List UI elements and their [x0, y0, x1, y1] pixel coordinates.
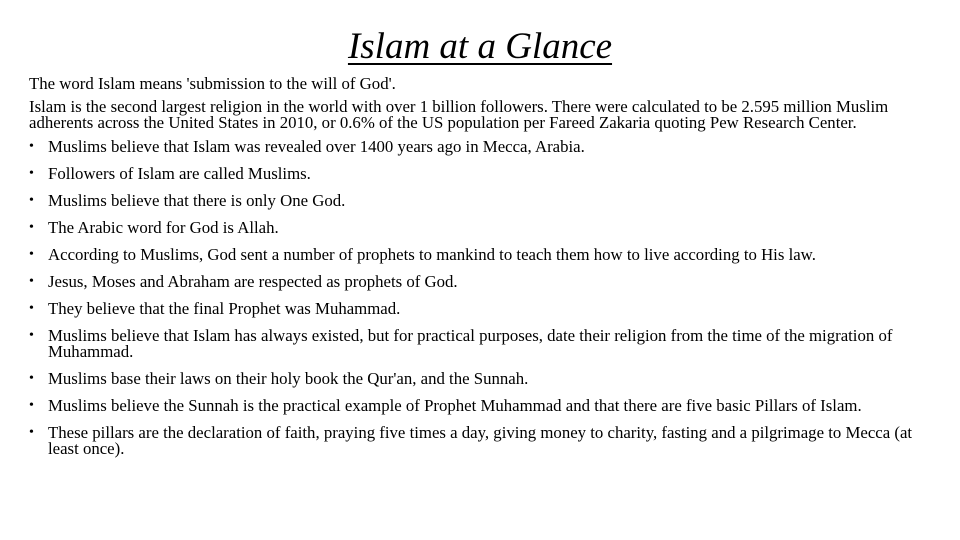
bullet-text: Followers of Islam are called Muslims. — [48, 164, 311, 183]
bullet-text: Muslims base their laws on their holy book the Qur'an, and the Sunnah. — [48, 369, 529, 388]
intro-paragraph-2: Islam is the second largest religion in the world with over 1 billion followers. There were calculated to be 2.595 million Muslim adherents across the United States in 2010, or 0.6% of the US population per Fareed Zakaria quoting Pew Research Center. — [29, 97, 889, 132]
bullet-item — [29, 220, 934, 236]
bullet-text: These pillars are the declaration of faith, praying five times a day, giving money to charity, fasting and a pilgrimage to Mecca (at least once). — [48, 423, 913, 458]
slide-title: Islam at a Glance — [347, 26, 613, 67]
bullet-item — [29, 193, 934, 209]
bullet-item — [29, 274, 934, 290]
bullet-icon: • — [29, 166, 34, 181]
bullet-item — [29, 166, 934, 182]
bullet-icon: • — [29, 220, 34, 235]
bullet-text: Muslims believe that there is only One God. — [48, 191, 346, 210]
bullet-icon: • — [29, 328, 34, 343]
intro-paragraph-1: The word Islam means 'submission to the will of God'. — [29, 74, 396, 93]
bullet-text: Jesus, Moses and Abraham are respected as prophets of God. — [48, 272, 458, 291]
bullet-text: Muslims believe that Islam was revealed over 1400 years ago in Mecca, Arabia. — [48, 137, 585, 156]
bullet-text: According to Muslims, God sent a number of prophets to mankind to teach them how to live according to His law. — [48, 245, 816, 264]
bullet-item — [29, 139, 934, 155]
bullet-item — [29, 425, 934, 457]
bullet-text: The Arabic word for God is Allah. — [48, 218, 279, 237]
bullet-icon: • — [29, 425, 34, 440]
slide-body — [29, 76, 934, 468]
bullet-text: They believe that the final Prophet was Muhammad. — [48, 299, 401, 318]
bullet-text: Muslims believe that Islam has always existed, but for practical purposes, date their religion from the time of the migration of Muhammad. — [48, 326, 893, 361]
bullet-item — [29, 247, 934, 263]
bullet-item — [29, 328, 934, 360]
bullet-icon: • — [29, 139, 34, 154]
bullet-icon: • — [29, 274, 34, 289]
bullet-item — [29, 301, 934, 317]
bullet-icon: • — [29, 193, 34, 208]
bullet-item — [29, 398, 934, 414]
bullet-item — [29, 371, 934, 387]
bullet-list — [29, 139, 934, 457]
bullet-icon: • — [29, 371, 34, 386]
bullet-icon: • — [29, 247, 34, 262]
bullet-icon: • — [29, 301, 34, 316]
bullet-text: Muslims believe the Sunnah is the practical example of Prophet Muhammad and that there are five basic Pillars of Islam. — [48, 396, 862, 415]
bullet-icon: • — [29, 398, 34, 413]
